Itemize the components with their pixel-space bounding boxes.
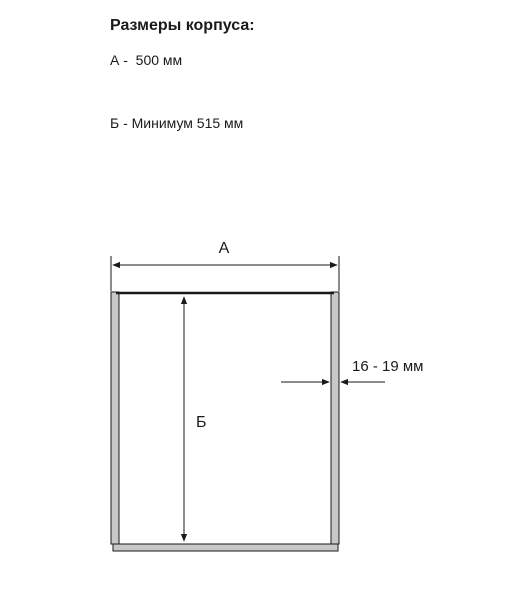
depth-dimension-label: Б <box>196 414 207 431</box>
right-side-panel <box>331 292 339 544</box>
page-title: Размеры корпуса: <box>110 17 255 34</box>
width-dimension-label: А <box>218 240 230 257</box>
bottom-panel <box>113 544 338 551</box>
left-side-panel <box>111 292 119 544</box>
spec-depth: Б - Минимум 515 мм <box>110 115 244 131</box>
spec-width: А - 500 мм <box>110 52 183 68</box>
wall-thickness-label: 16 - 19 мм <box>352 358 424 375</box>
